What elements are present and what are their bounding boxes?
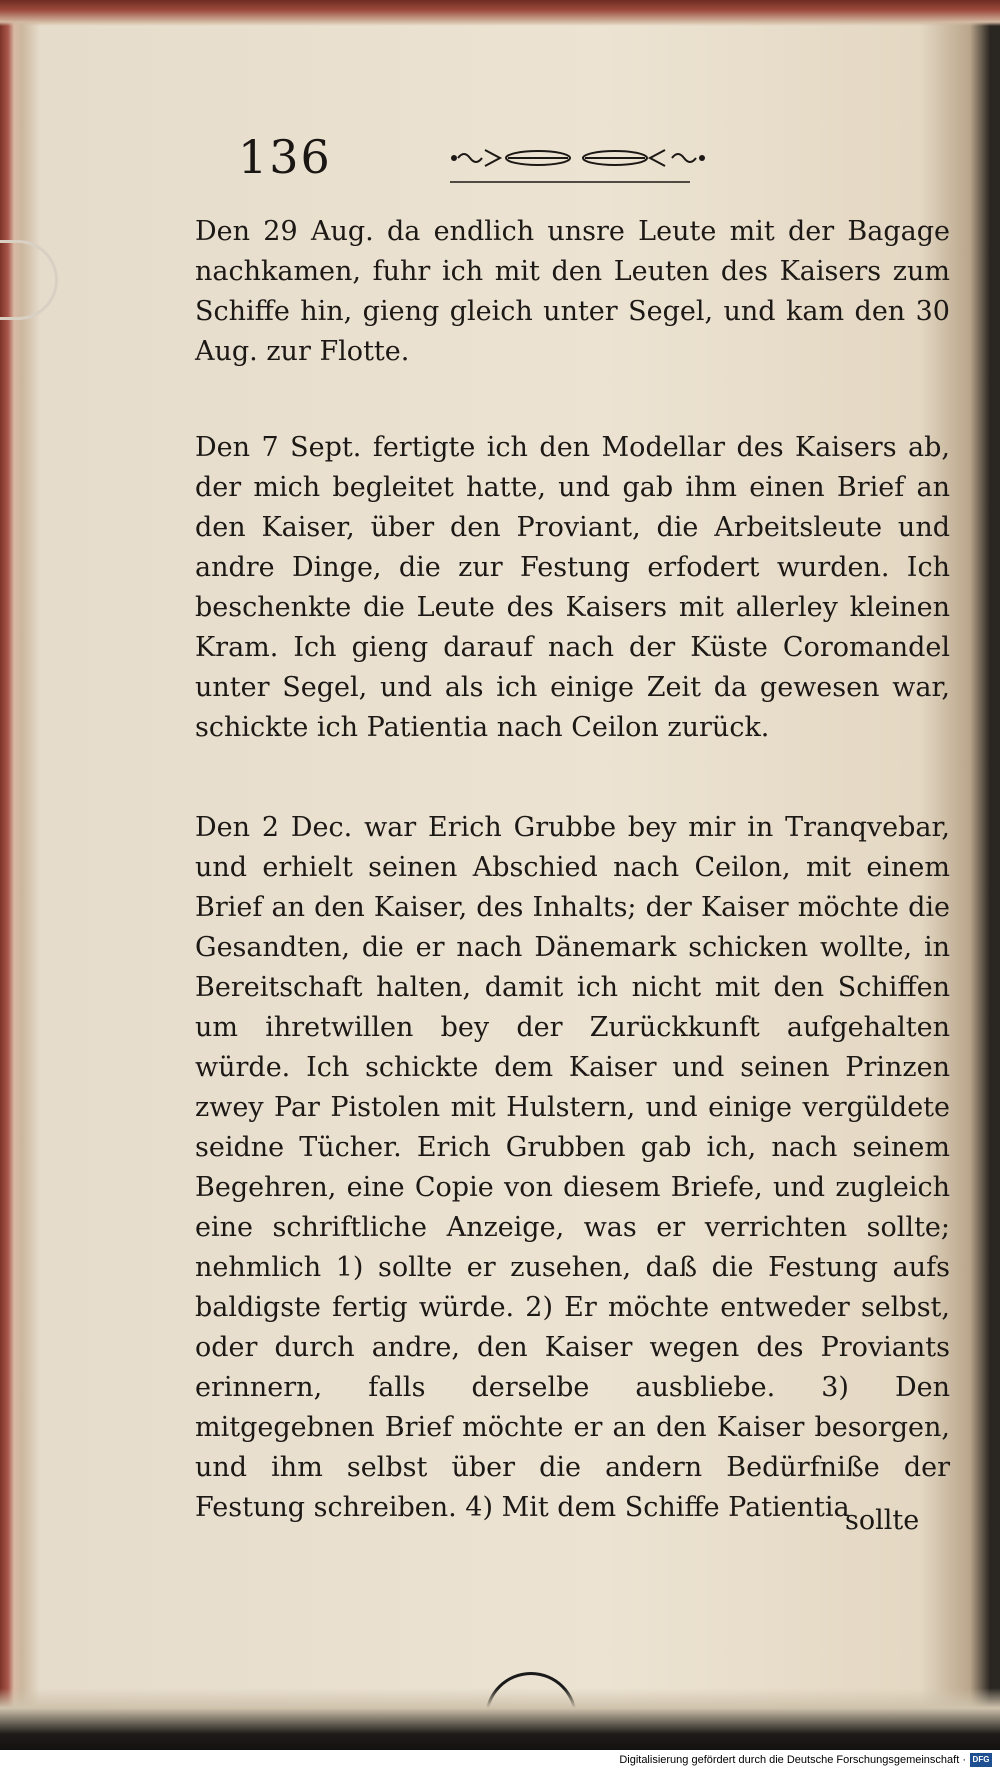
dfg-logo: DFG [970, 1753, 992, 1767]
paragraph-text: Den 7 Sept. fertigte ich den Modellar des Kaisers ab, der mich begleitet hatte, und gab ihm einen Brief an den Kaiser, über den Proviant, die Arbeitsleute und andre Dinge, die zur Festung erfodert wurden. Ich beschenkte die Leute des Kaisers mit allerley kleinen Kram. Ich gieng darauf nach der Küste Coromandel unter Segel, und als ich einige Zeit da gewesen war, schickte ich Patientia nach Ceilon zurück. [195, 432, 950, 743]
paragraph-text: Den 29 Aug. da endlich unsre Leute mit der Bagage nachkamen, fuhr ich mit den Leuten des Kaisers zum Schiffe hin, gieng gleich unter Segel, und kam den 30 Aug. zur Flotte. [195, 216, 950, 367]
header-ornament [450, 140, 715, 190]
top-page-edge [0, 0, 1000, 26]
paragraph-1 [195, 212, 950, 372]
page-number: 136 [238, 130, 332, 184]
footer-credit: Digitalisierung gefördert durch die Deutsche Forschungsgemeinschaft · [619, 1754, 966, 1766]
paragraph-text: Den 2 Dec. war Erich Grubbe bey mir in Tranqvebar, und erhielt seinen Abschied nach Ceilon, mit einem Brief an den Kaiser, des Inhalts; der Kaiser möchte die Gesandten, die er nach Dänemark schicken wollte, in Bereitschaft halten, damit ich nicht mit den Schiffen um ihretwillen bey der Zurückkunft aufgehalten würde. Ich schickte dem Kaiser und seinen Prinzen zwey Par Pistolen mit Hulstern, und einige vergüldete seidne Tücher. Erich Grubben gab ich, nach seinem Begehren, eine Copie von diesem Briefe, und zugleich eine schriftliche Anzeige, was er verrichten sollte; nehmlich 1) sollte er zusehen, daß die Festung aufs baldigste fertig würde. 2) Er möchte entweder selbst, oder durch andre, den Kaiser wegen des Proviants erinnern, falls derselbe ausbliebe. 3) Den mitgegebnen Brief möchte er an den Kaiser besorgen, und ihm selbst über die andern Bedürfniße der Festung schreiben. 4) Mit dem Schiffe Patientia [195, 812, 950, 1523]
paragraph-3 [195, 808, 950, 1528]
catchword: sollte [845, 1505, 920, 1536]
bottom-page-edge [0, 1688, 1000, 1750]
paragraph-2 [195, 428, 950, 748]
